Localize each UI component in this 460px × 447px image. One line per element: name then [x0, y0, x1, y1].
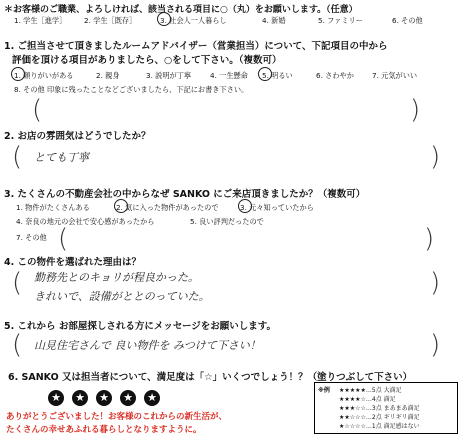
q1-option-5: 5. 明るい — [262, 71, 293, 80]
q1-title-2: 評価を頂ける項目がありましたら、○をして下さい。（複数可） — [12, 55, 282, 66]
q3-title: 3. たくさんの不動産会社の中からなぜ SANKO にご来店頂きましたか？（複数可） — [4, 189, 366, 200]
q6-title: 6. SANKO 又は担当者について、満足度は「☆」いくつでしょう！？（塗りつぶして下さい） — [8, 372, 413, 383]
occupation-4: 4. 新婚 — [262, 16, 286, 25]
legend-row-1: ★☆☆☆☆…1点 満足感はない — [339, 423, 420, 430]
q1-option-4: 4. 一生懸命 — [210, 71, 248, 80]
q3-option-2: 2. 気に入った物件があったので — [116, 203, 219, 212]
answer-paren-open: ( — [58, 224, 69, 254]
q1-option-1: 1. 頼りがいがある — [14, 71, 74, 80]
selection-circle — [157, 12, 171, 26]
q3-option-3: 3. 元々知っていたから — [240, 203, 314, 212]
q3-option-4: 4. 奈良の地元の会社で安心感があったから — [16, 217, 155, 226]
answer-paren-open: ( — [12, 268, 23, 298]
q1-other: 8. その他 印象に残ったことなどございましたら、下記にお書き下さい。 — [14, 85, 249, 94]
star-rating — [48, 386, 168, 406]
q1-option-2: 2. 親身 — [96, 71, 120, 80]
selection-circle — [11, 67, 25, 81]
answer-paren-open: ( — [32, 95, 43, 125]
star-icon-4: ★ — [120, 390, 136, 406]
occupation-3: 3. 社会人一人暮らし — [160, 16, 227, 25]
legend-row-3: ★★★☆☆…3点 まあまあ満足 — [339, 405, 420, 412]
q3-option-1: 1. 物件がたくさんある — [16, 203, 90, 212]
occupation-1: 1. 学生［進学］ — [14, 16, 67, 25]
star-icon-5: ★ — [144, 390, 160, 406]
q5-answer: 山見住宅さんで 良い物件を みつけて下さい！ — [34, 339, 261, 352]
answer-paren-close: ) — [410, 95, 421, 125]
selection-circle — [114, 199, 128, 213]
q2-answer: とても丁寧 — [34, 151, 89, 164]
q4-title: 4. この物件を選ばれた理由は？ — [4, 257, 142, 268]
occupation-6: 6. その他 — [392, 16, 423, 25]
q4-answer-line-2: きれいで、設備がととのっていた。 — [34, 290, 210, 303]
occupation-5: 5. ファミリー — [318, 16, 363, 25]
rating-legend — [314, 382, 458, 434]
legend-label: ※例 — [318, 387, 330, 394]
star-icon-1: ★ — [48, 390, 64, 406]
q5-title: 5. これから お部屋探しされる方にメッセージをお願いします。 — [4, 321, 277, 332]
answer-paren-close: ) — [430, 330, 441, 360]
legend-row-4: ★★★★☆…4点 満足 — [339, 396, 396, 403]
answer-paren-close: ) — [430, 268, 441, 298]
q2-title: 2. お店の雰囲気はどうでしたか？ — [4, 131, 151, 142]
selection-circle — [258, 67, 272, 81]
q3-other: 7. その他 — [16, 233, 47, 242]
q3-option-5: 5. 良い評判だったので — [190, 217, 264, 226]
star-icon-2: ★ — [72, 390, 88, 406]
answer-paren-open: ( — [12, 142, 23, 172]
selection-circle — [238, 199, 252, 213]
q1-option-7: 7. 元気がいい — [372, 71, 418, 80]
occupation-2: 2. 学生［既存］ — [84, 16, 137, 25]
answer-paren-open: ( — [12, 330, 23, 360]
footer-line-2: たくさんの幸せあふれる暮らしとなりますように。 — [6, 425, 202, 435]
q1-option-6: 6. さわやか — [316, 71, 354, 80]
q4-answer-line-1: 勤務先とのキョリが程良かった。 — [34, 271, 199, 284]
star-icon-3: ★ — [96, 390, 112, 406]
legend-row-2: ★★☆☆☆…2点 ギリギリ満足 — [339, 414, 420, 421]
q1-title: 1. ご担当させて頂きましたルームアドバイザー（営業担当）について、下記項目の中から — [4, 41, 388, 52]
footer-line-1: ありがとうございました！お客様のこれからの新生活が、 — [6, 412, 228, 422]
answer-paren-close: ) — [424, 224, 435, 254]
legend-row-5: ★★★★★…5点 大満足 — [339, 387, 402, 394]
intro-text: ＊お客様のご職業、よろしければ、該当される項目に○（丸）をお願いします。（任意） — [4, 5, 358, 15]
q1-option-3: 3. 説明が丁寧 — [146, 71, 192, 80]
answer-paren-close: ) — [430, 142, 441, 172]
